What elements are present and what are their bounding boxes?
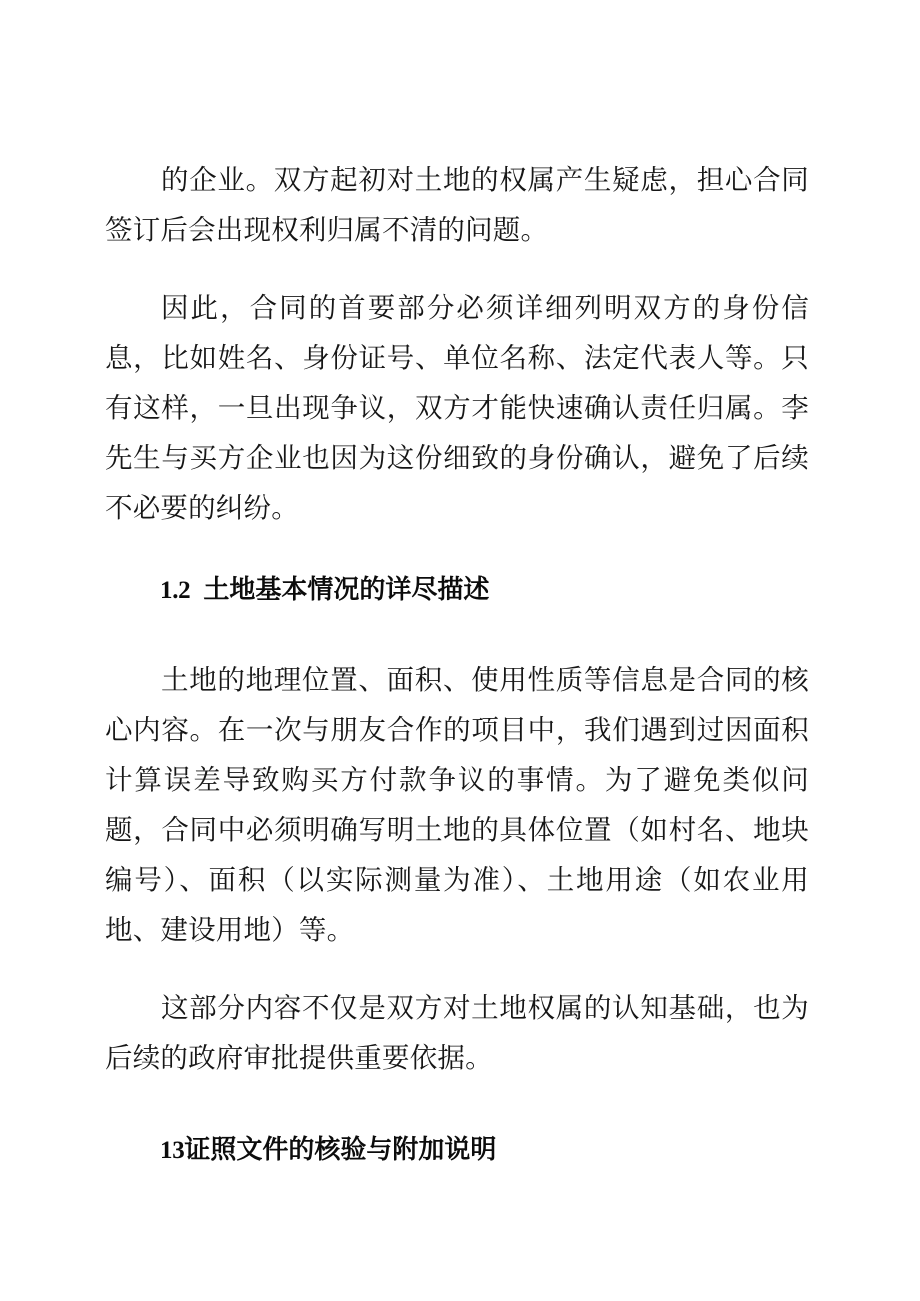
document-content <box>105 155 809 1173</box>
heading-land-basic-situation <box>105 567 809 613</box>
heading-title: 土地基本情况的详尽描述 <box>203 574 490 604</box>
paragraph-land-core-content: 土地的地理位置、面积、使用性质等信息是合同的核心内容。在一次与朋友合作的项目中，我们遇到过因面积计算误差导致购买方付款争议的事情。为了避免类似问题，合同中必须明确写明土地的具体位置（如村名、地块编号）、面积（以实际测量为准）、土地用途（如农业用地、建设用地）等。 <box>105 664 809 945</box>
paragraph-identity-information: 因此，合同的首要部分必须详细列明双方的身份信息，比如姓名、身份证号、单位名称、法定代表人等。只有这样，一旦出现争议，双方才能快速确认责任归属。李先生与买方企业也因为这份细致的身份确认，避免了后续不必要的纠纷。 <box>105 292 809 523</box>
heading-certificate-verification <box>105 1127 809 1173</box>
paragraph-land-ownership-doubt: 的企业。双方起初对土地的权属产生疑虑，担心合同签订后会出现权利归属不清的问题。 <box>105 164 809 245</box>
heading-number: 13 <box>160 1137 185 1164</box>
heading-number: 1.2 <box>160 577 191 604</box>
paragraph-government-approval-basis: 这部分内容不仅是双方对土地权属的认知基础，也为后续的政府审批提供重要依据。 <box>105 992 809 1073</box>
heading-title: 证照文件的核验与附加说明 <box>184 1134 497 1164</box>
